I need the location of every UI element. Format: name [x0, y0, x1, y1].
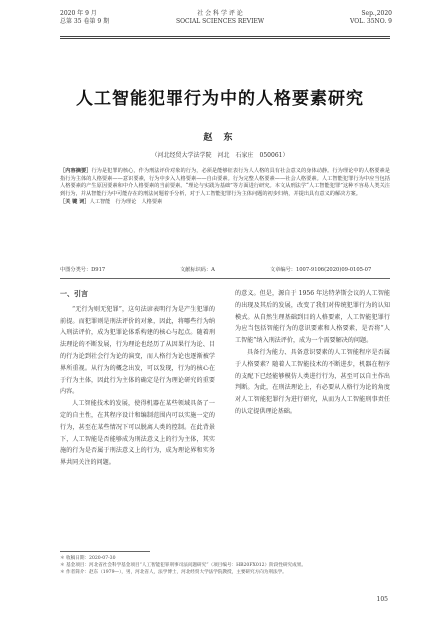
journal-issue — [350, 10, 392, 26]
article-title: 人工智能犯罪行为中的人格要素研究 — [76, 89, 364, 109]
keywords — [60, 199, 390, 207]
header-volume-en: VOL. 35NO. 9 — [349, 18, 392, 25]
footnotes — [60, 555, 390, 576]
journal-name-en: SOCIAL SCIENCES REVIEW — [175, 18, 265, 25]
doc-code-value: A — [211, 267, 215, 273]
abstract-label: ［内容摘要］ — [60, 168, 92, 174]
author-name: 赵 东 — [203, 133, 237, 143]
page-number: 105 — [376, 596, 388, 603]
paragraph: 的意义。但是，源自于 1956 年达特茅斯会议的人工智能的出现及其后的发展，改变了我们对传统犯罪行为的认知模式。从自然生理基础到目的人格要素，人工智能犯罪行为应当包括智能行为的意识要素和人格要素，是否将“人工智能”纳入刑法评价，成为一个需要解决的问题。 — [235, 290, 390, 345]
paragraph: “无行为则无犯罪”，这句法谚表明行为是产生犯罪的前提。而犯罪则是刑法评价的对象，因此，将哪些行为纳入刑法评价，成为犯罪论体系构建的核心与起点。随着刑法理论的不断发展，行为理论也经历了从因果行为论、目的行为论到社会行为论的演变，而人格行为论也逐渐被学界所重视。从行为的概念出发，可以发现，行为的核心在于行为主体，因此行为主体的确定是行为理论研究的重要内容。 — [60, 305, 215, 396]
article-number-label: 文章编号： — [270, 267, 296, 273]
doc-code — [180, 266, 270, 274]
article-number-value: 1007-9106(2020)09-0105-07 — [295, 267, 372, 273]
paragraph: 人工智能技术的发展，使得机器在某些领域具备了一定的自主性，在其程序设计和编制范围内可以实施一定的行为，甚至在某些情况下可以脱离人类的控制。在此背景下，人工智能是否能够成为刑法意义上的行为主体，其实施的行为是否属于刑法意义上的行为，成为理论界和实务界共同关注的问题。 — [60, 400, 215, 467]
clc-label: 中图分类号： — [60, 267, 92, 273]
footnote-rule — [60, 551, 150, 552]
keywords-text: 人工智能 行为理论 人格要素 — [89, 199, 163, 206]
header-rule — [60, 36, 390, 37]
abstract — [60, 168, 390, 207]
keywords-label: ［关 键 词］ — [60, 199, 90, 206]
author-affiliation: （河北经贸大学法学院 河北 石家庄 050061） — [151, 152, 289, 159]
abstract-rule — [60, 278, 390, 279]
article-number — [270, 266, 371, 274]
header-date-en: Sep.,2020 — [361, 10, 392, 17]
clc-value: D917 — [91, 267, 106, 273]
doc-code-label: 文献标识码： — [180, 267, 212, 273]
running-header — [0, 6, 440, 34]
footnote-author: ＊ 作者简介：赵东（1979—），男，河北省人，法学博士，河北经贸大学法学院教授，主要研究方向为刑法学。 — [60, 570, 287, 575]
journal-name-cn: 社 会 科 学 评 论 — [197, 10, 243, 17]
right-column — [235, 288, 390, 418]
clc-number — [60, 266, 180, 274]
header-date: 2020 年 9 月 — [60, 10, 97, 17]
section-heading: 一、引言 — [60, 289, 88, 298]
abstract-text: 行为是犯罪的核心，作为刑法评价对象的行为，必须是能够征表行为人人格的具有社会意义的身体动静。行为理论中的人格要素是指行为主体的人格要素——意识要素，行为中步入人格要素——自由要素。行为完整人格要素——社会人格要素。人工智能犯罪行为中应当包括人格要素的产生原因要素和中介人格要素的当前要素。“理论与实践为基础”等方面进行研究。本文从刑法学“人工智能犯罪”这种不容易人类关注到行为，并从智能行为中可能存在的刑法问题着手分析，对于人工智能犯罪行为主体问题的初步归纳，并提出具有意义的解决方案。 — [60, 168, 390, 197]
left-column — [60, 288, 215, 469]
classification-line — [60, 266, 390, 274]
header-volume: 总第 35 卷第 9 期 — [60, 18, 110, 25]
footnote-funding: ＊ 基金项目：河北省社会科学基金项目“人工智能犯罪刑事司法问题研究”（项目编号：HB20FX012）阶段性研究成果。 — [60, 563, 306, 568]
paragraph: 具备行为能力、具备意识要素的人工智能程序是否属于人格要素？随着人工智能技术的不断进步，机器在程序的支配下已经能够模仿人类进行行为，甚至可以自主作出判断。为此，在刑法理论上，有必要从人格行为论的角度对人工智能犯罪行为进行研究，从而为人工智能刑事责任的认定提供理论基础。 — [235, 348, 390, 415]
footnote-received: ＊ 收稿日期：2020-07-30 — [60, 556, 116, 561]
header-rule-thin — [60, 38, 390, 39]
